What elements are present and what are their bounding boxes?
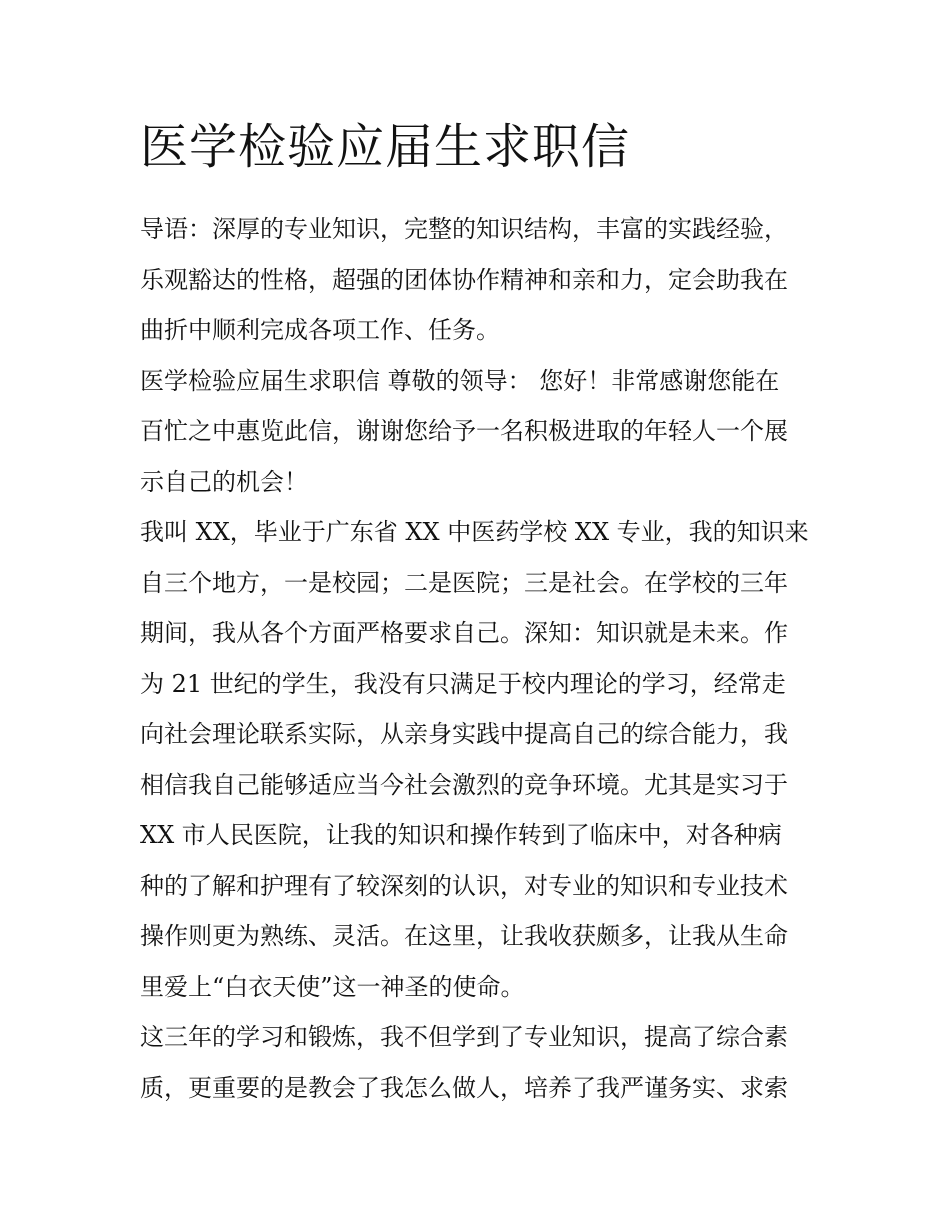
body-line: 质，更重要的是教会了我怎么做人，培养了我严谨务实、求索 [140,1073,788,1102]
body-line: 示自己的机会！ [140,467,308,496]
body-line: 曲折中顺利完成各项工作、任务。 [140,316,500,344]
body-line: 医学检验应届生求职信 尊敬的领导： 您好！非常感谢您能在 [140,366,780,395]
body-line: 这三年的学习和锻炼，我不但学到了专业知识，提高了综合素 [140,1023,788,1051]
body-line: 期间，我从各个方面严格要求自己。深知：知识就是未来。作 [140,619,788,647]
body-line: 种的了解和护理有了较深刻的认识，对专业的知识和专业技术 [140,871,788,900]
body-line: 向社会理论联系实际，从亲身实践中提高自己的综合能力，我 [140,720,788,748]
body-line: 相信我自己能够适应当今社会激烈的竞争环境。尤其是实习于 [140,770,788,799]
body-line: XX 市人民医院，让我的知识和操作转到了临床中，对各种病 [140,821,782,849]
body-line: 乐观豁达的性格，超强的团体协作精神和亲和力，定会助我在 [140,265,788,294]
body-line: 操作则更为熟练、灵活。在这里，让我收获颇多，让我从生命 [140,922,788,950]
body-line: 我叫 XX，毕业于广东省 XX 中医药学校 XX 专业，我的知识来 [140,518,809,546]
body-line: 导语：深厚的专业知识，完整的知识结构，丰富的实践经验， [140,215,788,243]
body-line: 里爱上“白衣天使”这一神圣的使命。 [140,972,525,1001]
document-content [140,112,812,1113]
document-title: 医学检验应届生求职信 [140,119,631,175]
body-line: 为 21 世纪的学生，我没有只满足于校内理论的学习，经常走 [140,669,786,698]
body-line: 自三个地方，一是校园；二是医院；三是社会。在学校的三年 [140,568,788,597]
body-line: 百忙之中惠览此信，谢谢您给予一名积极进取的年轻人一个展 [140,417,788,445]
